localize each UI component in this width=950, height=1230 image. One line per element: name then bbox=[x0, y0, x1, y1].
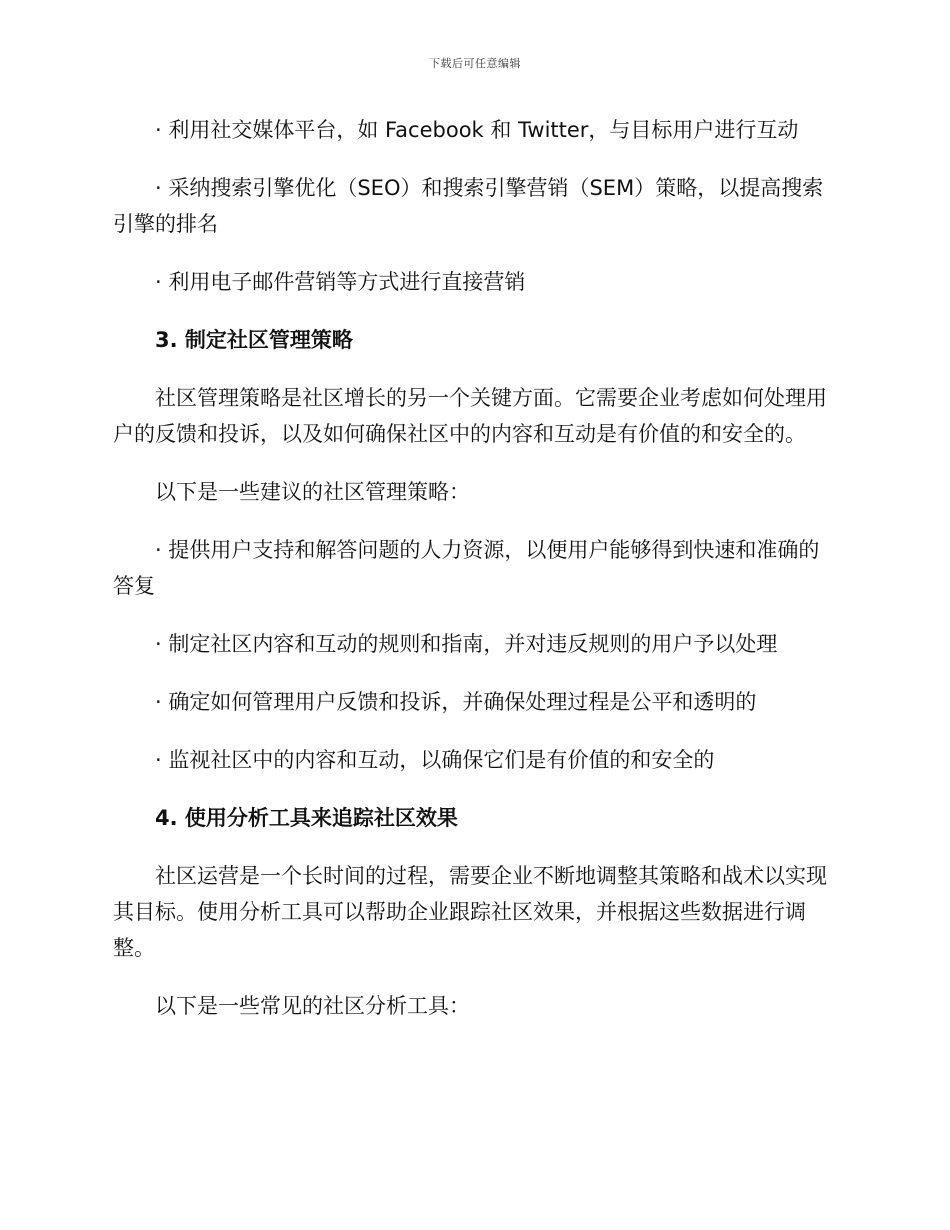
bullet-user-support: · 提供用户支持和解答问题的人力资源，以便用户能够得到快速和准确的答复 bbox=[113, 538, 820, 598]
bullet-email-marketing: · 利用电子邮件营销等方式进行直接营销 bbox=[155, 270, 526, 294]
paragraph-management-intro: 以下是一些建议的社区管理策略： bbox=[155, 480, 470, 504]
section-heading-4: 4. 使用分析工具来追踪社区效果 bbox=[155, 806, 458, 830]
section-heading-3: 3. 制定社区管理策略 bbox=[155, 328, 353, 352]
paragraph-community-operation: 社区运营是一个长时间的过程，需要企业不断地调整其策略和战术以实现其目标。使用分析工具可以帮助企业跟踪社区效果，并根据这些数据进行调整。 bbox=[113, 864, 827, 960]
paragraph-community-management: 社区管理策略是社区增长的另一个关键方面。它需要企业考虑如何处理用户的反馈和投诉，以及如何确保社区中的内容和互动是有价值的和安全的。 bbox=[113, 386, 827, 446]
bullet-social-media: · 利用社交媒体平台，如 Facebook 和 Twitter，与目标用户进行互动 bbox=[155, 118, 799, 142]
paragraph-analytics-intro: 以下是一些常见的社区分析工具： bbox=[155, 994, 470, 1018]
page-header: 下载后可任意编辑 bbox=[429, 57, 521, 70]
bullet-seo-sem: · 采纳搜索引擎优化（SEO）和搜索引擎营销（SEM）策略，以提高搜索引擎的排名 bbox=[113, 176, 824, 236]
bullet-monitor-content: · 监视社区中的内容和互动，以确保它们是有价值的和安全的 bbox=[155, 748, 715, 772]
bullet-feedback-complaints: · 确定如何管理用户反馈和投诉，并确保处理过程是公平和透明的 bbox=[155, 690, 757, 714]
document-body bbox=[113, 112, 839, 1046]
bullet-rules-guidelines: · 制定社区内容和互动的规则和指南，并对违反规则的用户予以处理 bbox=[155, 632, 778, 656]
